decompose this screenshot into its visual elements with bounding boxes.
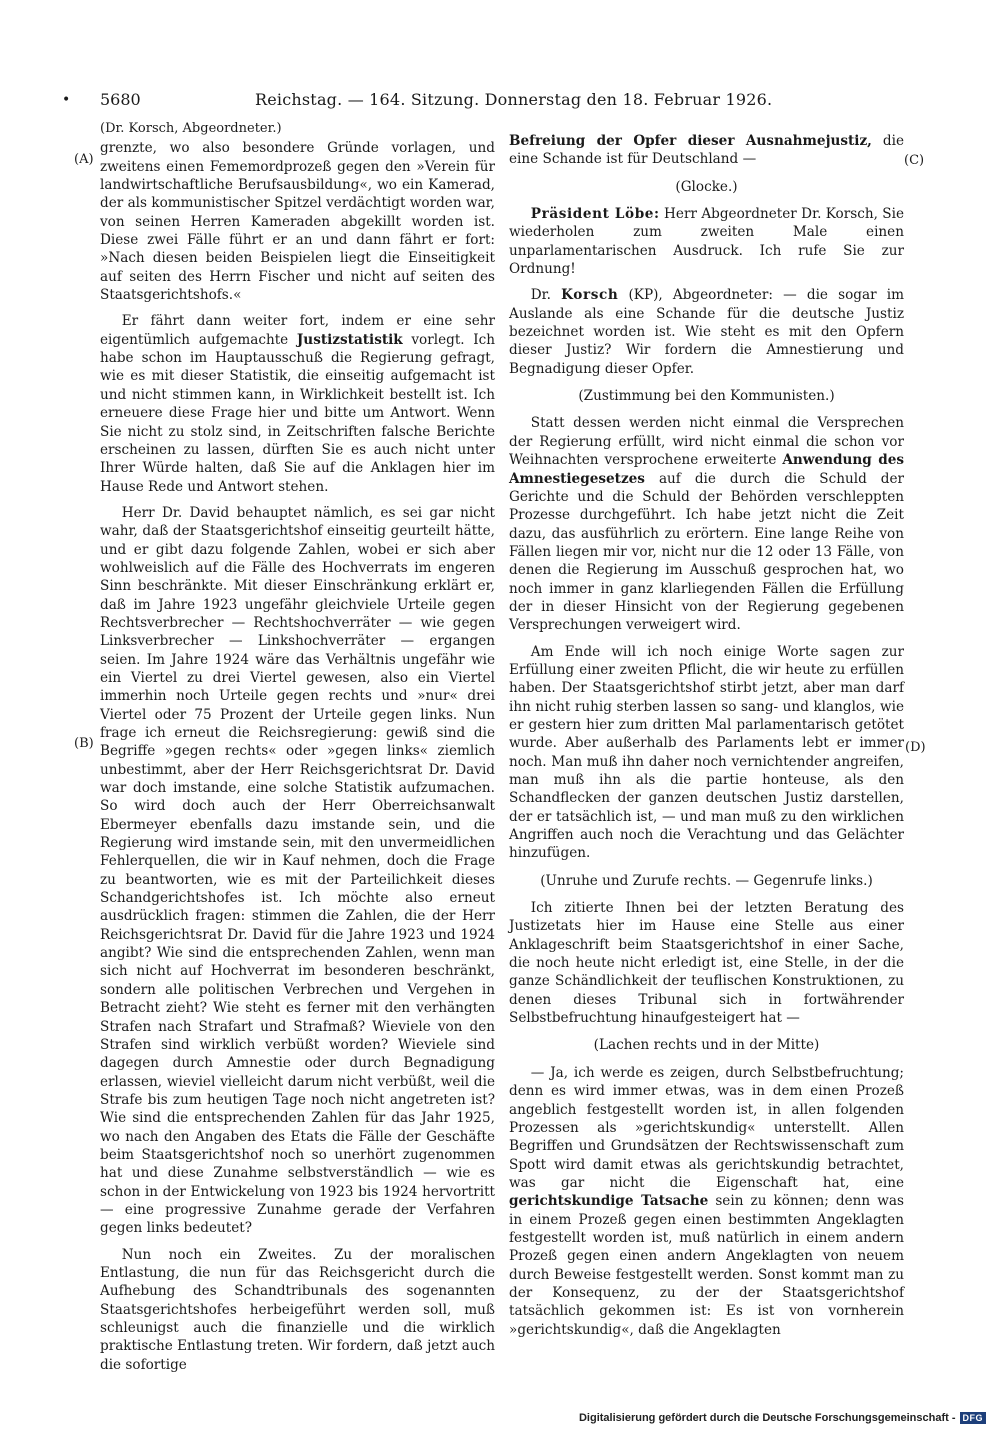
emphasis-text: Justizstatistik — [296, 331, 403, 348]
paragraph — [509, 414, 904, 634]
interjection: (Zustimmung bei den Kommunisten.) — [578, 388, 835, 405]
page-header — [100, 90, 900, 114]
text-run: vorlegt. Ich habe schon im Hauptausschuß die Regierung gefragt, wie es mit dieser Statistik, die einseitig aufgemacht ist und nicht stimmen kann, in Wirklichkeit bestellt ist. Ich erneuere diese Frage hier und bitte um Antwort. Wenn Sie nicht zu stolz sind, in Zeitschriften falsche Berichte erscheinen zu lassen, dürften Sie es auch nicht unter Ihrer Würde halten, daß Sie auf die Anklagen hier im Hause Rede und Antwort stehen. — [100, 331, 495, 495]
emphasis-text: gerichtskundige Tatsache — [509, 1193, 709, 1210]
right-column — [509, 132, 904, 1339]
dfg-logo: DFG — [960, 1412, 987, 1424]
paragraph — [509, 286, 904, 378]
margin-marker-d: (D) — [905, 740, 926, 755]
digitization-footer — [579, 1412, 986, 1424]
speaker-name: Korsch — [561, 287, 619, 304]
paragraph: Nun noch ein Zweites. Zu der moralischen Entlastung, die nun für das Reichsgericht durch die Aufhebung des Schandtribunals des sogenannten Staatsgerichtshofes herbeigeführt werden soll, muß schleunigst auch die finanzielle und die wirklich praktische Entlastung treten. Wir fordern, daß jetzt auch die sofortige — [100, 1246, 495, 1373]
paragraph: Herr Dr. David behauptet nämlich, es sei gar nicht wahr, daß der Staatsgerichtshof einseitig geurteilt hätte, und er gibt dazu folgende Zahlen, wobei er sich aber wohlweislich auf die Fälle des Hochverrats im engeren Sinn beschränkte. Mit dieser Einschränkung erklärt er, daß im Jahre 1923 ungefähr gleichviele Urteile gegen Rechtsverbrecher — Rechtshochverräter — wie gegen Linksverbrecher — Linkshochverräter — ergangen seien. Im Jahre 1924 wäre das Verhältnis ungefähr wie ein Viertel zu drei Viertel gewesen, also ein Viertel immerhin noch Urteile gegen rechts und »nur« drei Viertel oder 75 Prozent der Urteile gegen links. Nun frage ich erneut die Reichsregierung: gewiß sind die Begriffe »gegen rechts« oder »gegen links« ziemlich unbestimmt, aber der Herr Reichsgerichtsrat Dr. David war doch imstande, eine solche Statistik aufzumachen. So wird doch auch der Herr Oberreichsanwalt Ebermeyer ebenfalls dazu imstande sein, und die Regierung wird imstande sein, mit den unvermeidlichen Fehlerquellen, die wir in Kauf nehmen, doch die Frage zu beantworten, wie es mit der Parteilichkeit dieses Schandgerichtshofes ist. Ich möchte also erneut ausdrücklich fragen: stimmen die Zahlen, die der Herr Reichsgerichtsrat Dr. David für die Jahre 1923 und 1924 angibt? Wie sind die entsprechenden Zahlen, wenn man sich nicht auf Hochverrat im besonderen beschränkt, sondern alle politischen Verbrechen und Vergehen in Betracht zieht? Wie steht es ferner mit den verhängten Strafen nach Strafart und Strafmaß? Wieviele von den Strafen sind wirklich verbüßt worden? Wieviele sind dagegen durch Amnestie oder durch Begnadigung erlassen, wieviel vielleicht darum nicht verbüßt, weil die Strafe bis zum heutigen Tage noch nicht angetreten ist? Wie sind die entsprechenden Zahlen für das Jahr 1925, wo nach den Angaben des Etats die Fälle der Geschäfte beim Staatsgerichtshof noch so unerhört zugenommen hat und diese Zunahme selbstverständlich — wie es schon in der Entwickelung von 1923 bis 1924 hervortritt — eine progressive Zunahme gerade der Verfahren gegen links bedeutet? — [100, 504, 495, 1237]
page-number: 5680 — [100, 90, 141, 109]
text-run: die eine Schande ist für Deutschland — — [509, 133, 904, 168]
running-head: Reichstag. — 164. Sitzung. Donnerstag den 18. Februar 1926. — [255, 90, 773, 109]
text-run: Statt dessen werden nicht einmal die Versprechen der Regierung erfüllt, wird nicht einmal die schon vor Weihnachten versprochene erweiterte — [509, 415, 904, 469]
page-dot: • — [62, 92, 71, 108]
text-run: sein zu können; denn was in einem Prozeß gegen einen bestimmten Angeklagten festgestellt worden ist, muß natürlich in einem andern Prozeß gegen einen andern Angeklagten von neuem durch Beweise festgestellt werden. Sonst kommt man zu der Konsequenz, zu der der Staatsgerichtshof tatsächlich gekommen ist: Es ist von vornherein »gerichtskundig«, daß die Angeklagten — [509, 1193, 904, 1338]
text-run: Herr Abgeordneter Dr. Korsch, Sie wiederholen zum zweiten Male einen unparlamentarischen Ausdruck. Ich rufe Sie zur Ordnung! — [509, 206, 904, 278]
paragraph: grenzte, wo also besondere Gründe vorlagen, und zweitens einen Fememordprozeß gegen den »Verein für landwirtschaftliche Berufsausbildung«, wo ein Kamerad, der als kommunistischer Spitzel verdächtigt worden war, von seinen Herren Kameraden abgekillt worden ist. Diese zwei Fälle führt er an und dann fährt er fort: »Nach diesen beiden Beispielen liegt die Einseitigkeit auf seiten des Herrn Fischer und nicht auf seiten des Staatsgerichtshofs.« — [100, 140, 495, 304]
interjection: (Glocke.) — [675, 178, 738, 195]
text-run: auf die durch die Schuld der Gerichte und die Schuld der Behörden verschleppten Prozesse durchgeführt. Ich habe jetzt nicht die Zeit dazu, das ausführlich zu erörtern. Eine lange Reihe von Fällen liegen mir vor, nicht nur die 12 oder 13 Fälle, von denen die Regierung im Ausschuß gesprochen hat, wo noch immer in ganz klarliegenden Fällen die Erfüllung der in dieser Hinsicht von der Regierung gegebenen Versprechungen verweigert wird. — [509, 470, 904, 634]
text-run: — Ja, ich werde es zeigen, durch Selbstbefruchtung; denn es wird immer etwas, was in dem einen Prozeß angeblich festgestellt worden ist, in allen folgenden Prozessen als »gerichtskundig« unterstellt. Allen Begriffen und Grundsätzen der Rechtswissenschaft zum Spott wird damit etwas als gerichtskundig betrachtet, was gar nicht die Eigenschaft hat, eine — [509, 1064, 904, 1191]
footer-text: Digitalisierung gefördert durch die Deutsche Forschungsgemeinschaft - — [578, 1412, 956, 1424]
paragraph — [509, 1064, 904, 1339]
paragraph: Am Ende will ich noch einige Worte sagen zur Erfüllung einer zweiten Pflicht, die wir heute zu erfüllen haben. Der Staatsgerichtshof stirbt jetzt, aber man darf ihn nicht ruhig sterben lassen so sang- und klanglos, wie er gestern hier zum dritten Mal parlamentarisch getötet wurde. Aber außerhalb des Parlaments lebt er immer noch. Man muß ihn daher noch vernichtender angreifen, man muß ihn als die partie honteuse, als den Schandflecken der ganzen deutschen Justiz darstellen, der er tatsächlich ist, — und man muß zu den wirklichen Angriffen auch noch die Verachtung und das Gelächter hinzufügen. — [509, 643, 904, 862]
margin-marker-c: (C) — [904, 153, 925, 168]
speaker-name: Präsident Löbe: — [530, 206, 660, 223]
margin-marker-b: (B) — [74, 736, 94, 751]
paragraph: Ich zitierte Ihnen bei der letzten Beratung des Justizetats hier im Hause eine Stelle aus einer Anklageschrift beim Staatsgerichtshof in einer Sache, die noch heute nicht erledigt ist, eine Stelle, in der die ganze Schändlichkeit der teuflischen Konstruktionen, zu denen dieses Tribunal sich in fortwährender Selbstbefruchtung hinaufgesteigert hat — — [509, 900, 904, 1027]
text-run: Dr. — [530, 287, 562, 304]
margin-marker-a: (A) — [74, 152, 94, 167]
text-run: Er fährt dann weiter fort, indem er eine sehr eigentümlich aufgemachte — [100, 313, 495, 348]
interjection: (Unruhe und Zurufe rechts. — Gegenrufe links.) — [540, 872, 873, 889]
speaker-continuation: (Dr. Korsch, Abgeordneter.) — [100, 121, 282, 136]
text-run: (KP), Abgeordneter: — die sogar im Auslande als eine Schande für die deutsche Justiz bezeichnet worden ist. Wie steht es mit den Opfern dieser Justiz? Wir fordern die Amnestierung und Begnadigung dieser Opfer. — [509, 287, 904, 377]
paragraph — [100, 312, 495, 495]
interjection: (Lachen rechts und in der Mitte) — [593, 1037, 820, 1054]
left-column — [100, 120, 495, 1374]
paragraph — [509, 132, 904, 169]
paragraph — [509, 205, 904, 278]
emphasis-text: Anwendung des Amnestiegesetzes — [509, 452, 905, 487]
emphasis-text: Befreiung der Opfer dieser Ausnahmejustiz, — [509, 133, 872, 149]
